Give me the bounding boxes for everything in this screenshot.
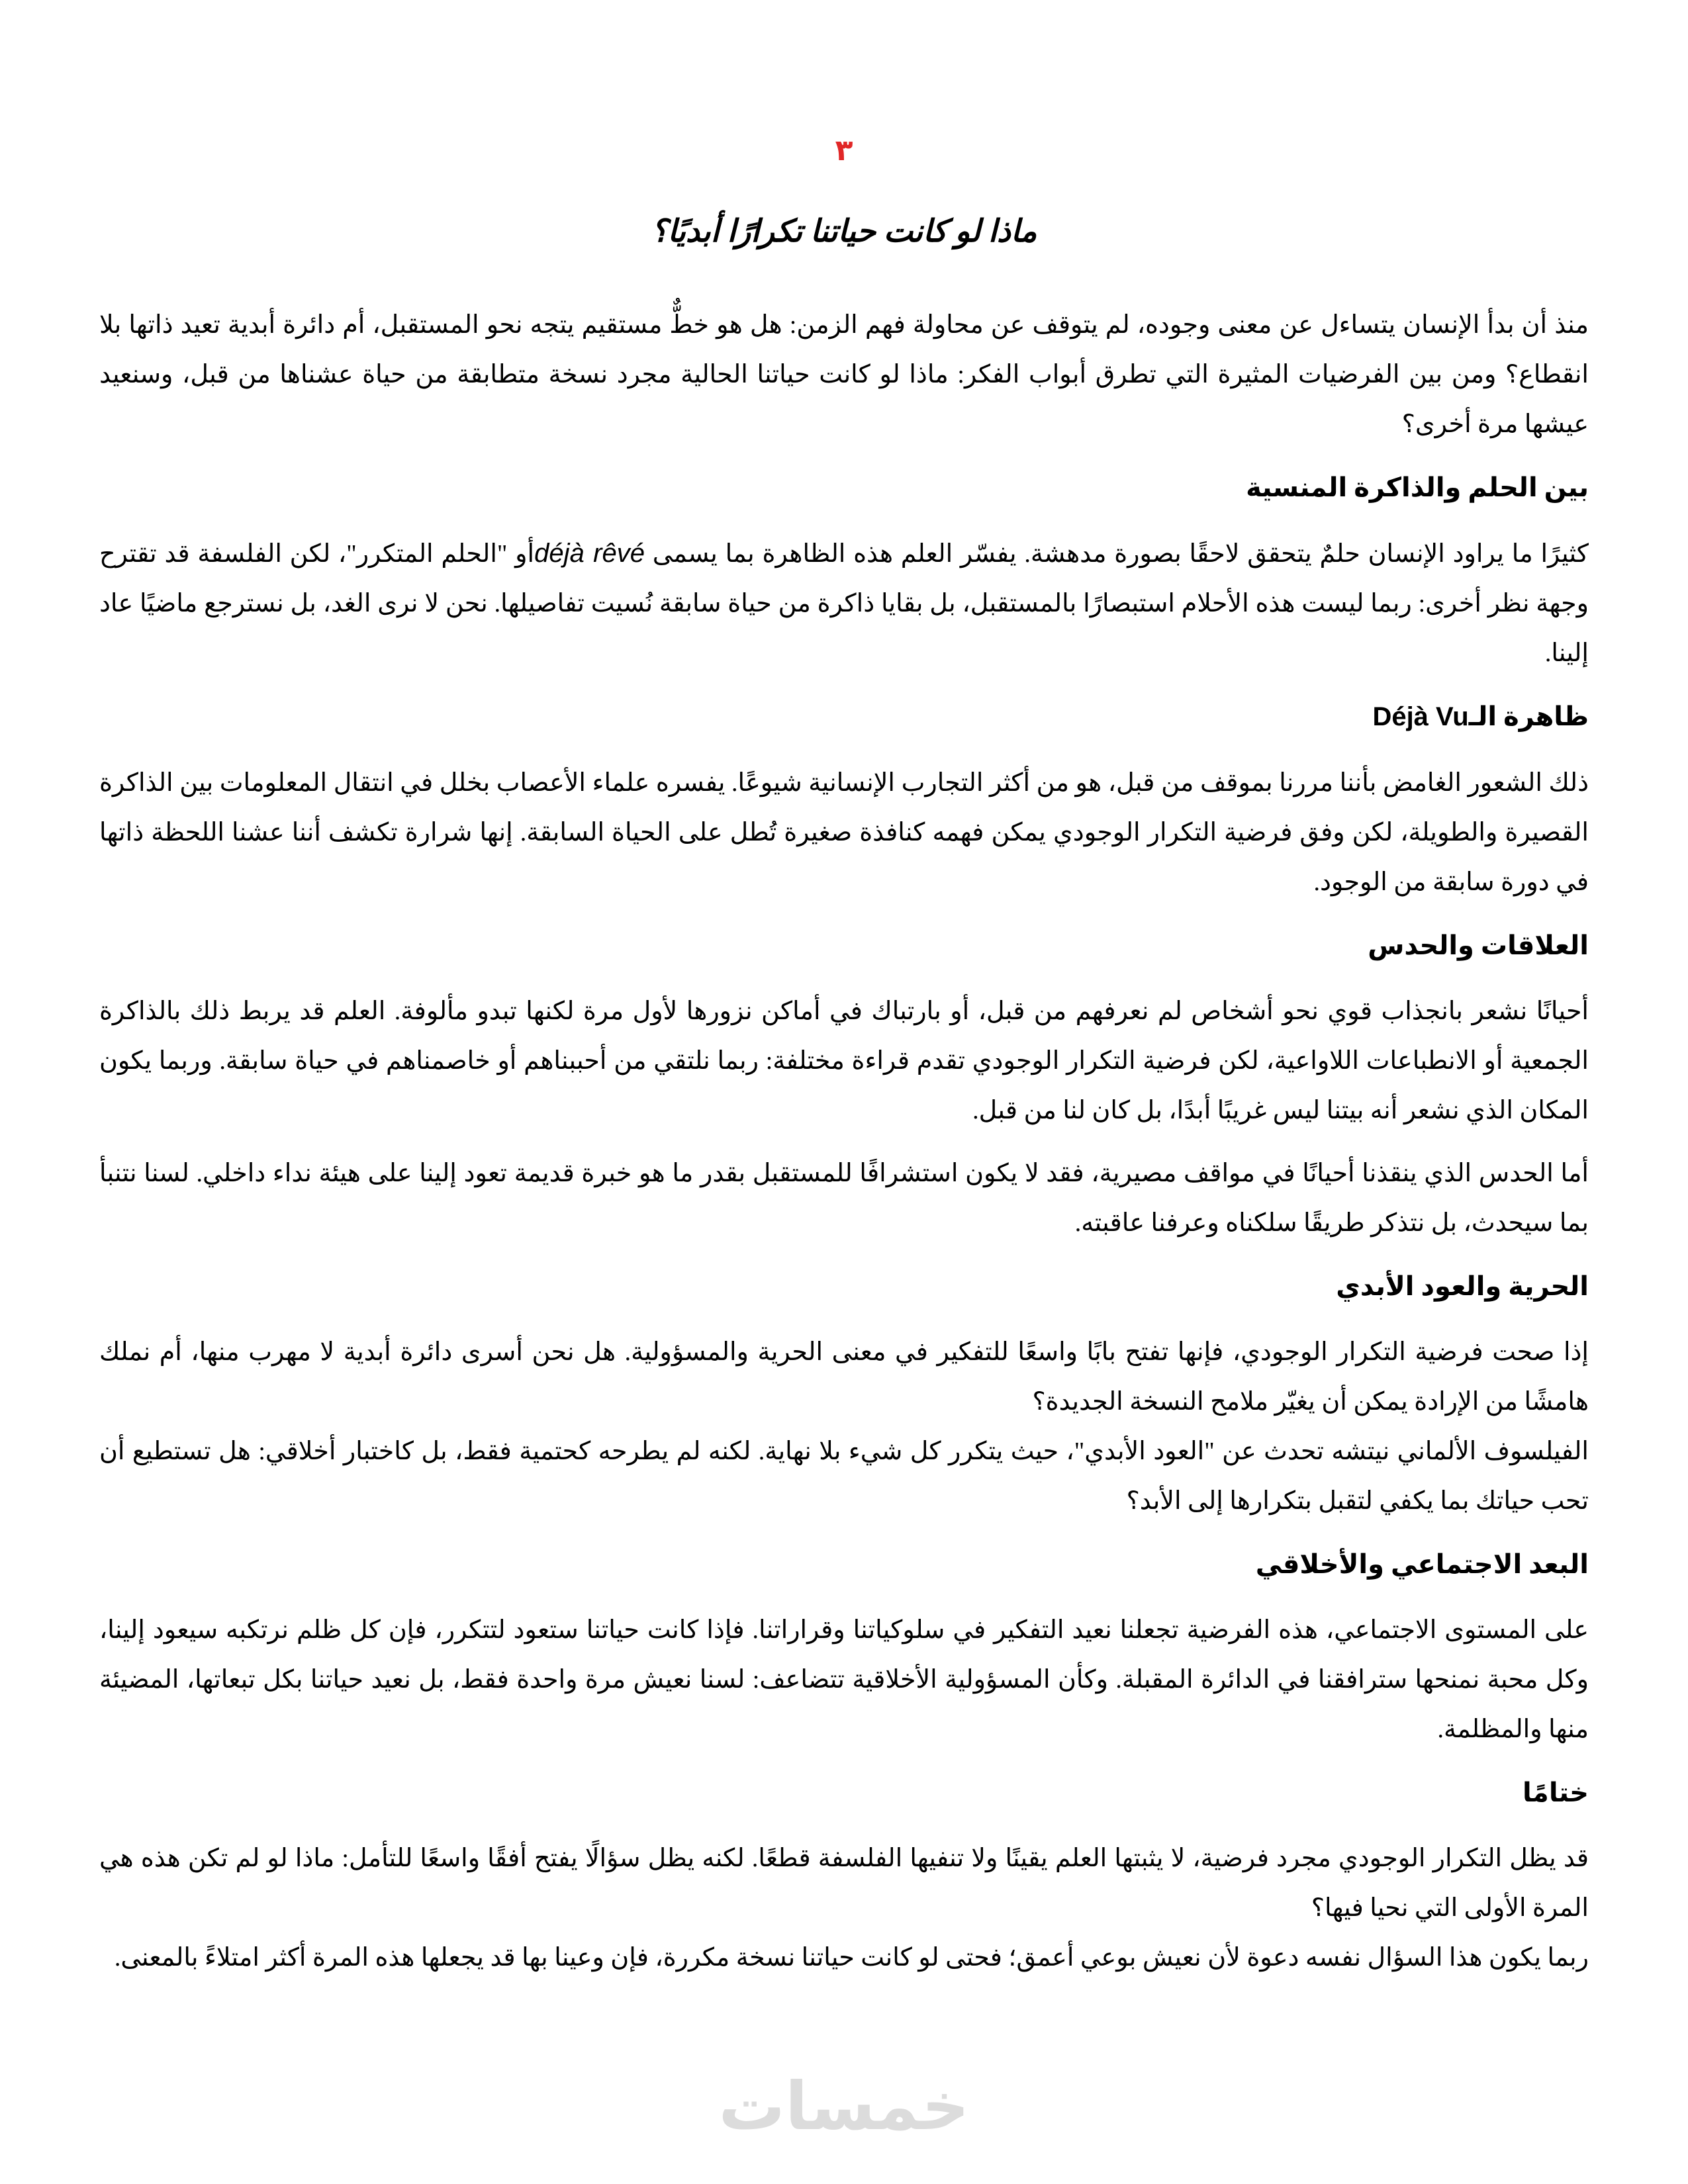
page-number: ٣ xyxy=(835,134,853,167)
paragraph xyxy=(99,1606,1589,1754)
paragraph xyxy=(99,529,1589,678)
text-run: الفيلسوف الألماني نيتشه تحدث عن "العود الأبدي"، حيث يتكرر كل شيء بلا نهاية. لكنه لم يطرحه كحتمية فقط، بل كاختبار أخلاقي: هل تستطيع أن تحب حياتك بما يكفي لتقبل بتكرارها إلى الأبد؟ xyxy=(99,1437,1589,1515)
text-run: ظاهرة الـ xyxy=(1468,702,1589,731)
text-run: أما الحدس الذي ينقذنا أحيانًا في مواقف مصيرية، فقد لا يكون استشرافًا للمستقبل بقدر ما هو خبرة قديمة تعود إلينا على هيئة نداء داخلي. لسنا نتنبأ بما سيحدث، بل نتذكر طريقًا سلكناه وعرفنا عاقبته. xyxy=(99,1160,1589,1237)
text-run: ختامًا xyxy=(1523,1778,1589,1807)
section-heading xyxy=(99,692,1589,742)
text-run: قد يظل التكرار الوجودي مجرد فرضية، لا يثبتها العلم يقينًا ولا تنفيها الفلسفة قطعًا. لكنه يظل سؤالًا يفتح أفقًا واسعًا للتأمل: ماذا لو لم تكن هذه هي المرة الأولى التي نحيا فيها؟ xyxy=(99,1844,1589,1922)
section-heading xyxy=(99,1768,1589,1817)
text-run: على المستوى الاجتماعي، هذه الفرضية تجعلنا نعيد التفكير في سلوكياتنا وقراراتنا. فإذا كانت حياتنا ستعود لتتكرر، فإن كل ظلم نرتكبه سيعود إلينا، وكل محبة نمنحها سترافقنا في الدائرة المقبلة. وكأن المسؤولية الأخلاقية تتضاعف: لسنا نعيش مرة واحدة فقط، بل نعيد حياتنا بكل تبعاتها، المضيئة منها والمظلمة. xyxy=(99,1616,1589,1743)
paragraph xyxy=(99,758,1589,907)
text-run: كثيرًا ما يراود الإنسان حلمٌ يتحقق لاحقًا بصورة مدهشة. يفسّر العلم هذه الظاهرة بما يسمى xyxy=(644,540,1589,568)
latin-phrase: Déjà Vu xyxy=(1372,702,1469,731)
section-heading xyxy=(99,1539,1589,1589)
text-run: بين الحلم والذاكرة المنسية xyxy=(1246,473,1589,502)
paragraph xyxy=(99,1834,1589,1983)
text-run: ذلك الشعور الغامض بأننا مررنا بموقف من قبل، هو من أكثر التجارب الإنسانية شيوعًا. يفسره علماء الأعصاب بخلل في انتقال المعلومات بين الذاكرة القصيرة والطويلة، لكن وفق فرضية التكرار الوجودي يمكن فهمه كنافذة صغيرة تُطل على الحياة السابقة. إنها شرارة تكشف أننا عشنا اللحظة ذاتها في دورة سابقة من الوجود. xyxy=(99,769,1589,896)
section-heading xyxy=(99,921,1589,970)
section-heading xyxy=(99,1261,1589,1311)
paragraph xyxy=(99,1328,1589,1526)
text-run: أو "الحلم المتكرر"، لكن الفلسفة قد تقترح وجهة نظر أخرى: ربما ليست هذه الأحلام استبصارًا بالمستقبل، بل بقايا ذاكرة من حياة سابقة نُسيت تفاصيلها. نحن لا نرى الغد، بل نسترجع ماضيًا عاد إلينا. xyxy=(99,540,1589,667)
text-run: العلاقات والحدس xyxy=(1368,931,1589,960)
document-body xyxy=(99,300,1589,1983)
text-run: إذا صحت فرضية التكرار الوجودي، فإنها تفتح بابًا واسعًا للتفكير في معنى الحرية والمسؤولية. هل نحن أسرى دائرة أبدية لا مهرب منها، أم نملك هامشًا من الإرادة يمكن أن يغيّر ملامح النسخة الجديدة؟ xyxy=(99,1338,1589,1416)
text-run: البعد الاجتماعي والأخلاقي xyxy=(1255,1549,1589,1579)
paragraph xyxy=(99,987,1589,1136)
paragraph xyxy=(99,1149,1589,1248)
section-heading xyxy=(99,463,1589,512)
paragraph xyxy=(99,300,1589,449)
latin-phrase: déjà rêvé xyxy=(534,539,645,568)
document-title: ماذا لو كانت حياتنا تكرارًا أبديًا؟ xyxy=(651,214,1037,249)
text-run: الحرية والعود الأبدي xyxy=(1336,1271,1589,1301)
text-run: أحيانًا نشعر بانجذاب قوي نحو أشخاص لم نعرفهم من قبل، أو بارتباك في أماكن نزورها لأول مرة لكنها تبدو مألوفة. العلم قد يربط ذلك بالذاكرة الجمعية أو الانطباعات اللاواعية، لكن فرضية التكرار الوجودي تقدم قراءة مختلفة: ربما نلتقي من أحببناهم أو خاصمناهم في حياة سابقة. وربما يكون المكان الذي نشعر أنه بيتنا ليس غريبًا أبدًا، بل كان لنا من قبل. xyxy=(99,997,1589,1124)
text-run: منذ أن بدأ الإنسان يتساءل عن معنى وجوده، لم يتوقف عن محاولة فهم الزمن: هل هو خطٌّ مستقيم يتجه نحو المستقبل، أم دائرة أبدية تعيد ذاتها بلا انقطاع؟ ومن بين الفرضيات المثيرة التي تطرق أبواب الفكر: ماذا لو كانت حياتنا الحالية مجرد نسخة متطابقة من حياة عشناها من قبل، وسنعيد عيشها مرة أخرى؟ xyxy=(99,311,1589,438)
watermark-logo: خمسات xyxy=(718,2068,970,2145)
text-run: ربما يكون هذا السؤال نفسه دعوة لأن نعيش بوعي أعمق؛ فحتى لو كانت حياتنا نسخة مكررة، فإن وعينا بها قد يجعلها هذه المرة أكثر امتلاءً بالمعنى. xyxy=(114,1944,1589,1972)
